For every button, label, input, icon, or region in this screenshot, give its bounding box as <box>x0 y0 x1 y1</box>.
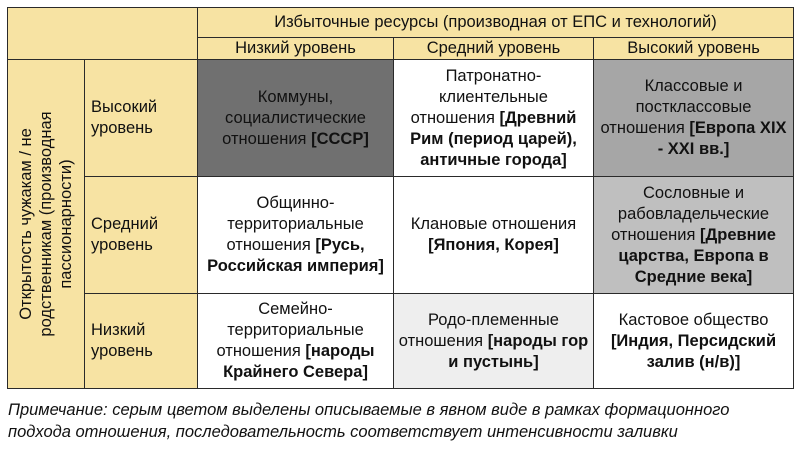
cell-mid-high: Сословные и рабовладельческие отношения [Древние царства, Европа в Средние века] <box>594 177 794 294</box>
cell-low-mid: Родо-племенные отношения [народы гор и пустынь] <box>394 294 594 389</box>
row-header-high: Высокий уровень <box>85 60 198 177</box>
row-header-mid: Средний уровень <box>85 177 198 294</box>
cell-high-high: Классовые и постклассовые отношения [Европа XIX - XXI вв.] <box>594 60 794 177</box>
column-header-mid: Средний уровень <box>394 38 594 60</box>
side-axis-label-cell <box>8 60 85 389</box>
row-header-low: Низкий уровень <box>85 294 198 389</box>
table-row-mid <box>8 177 794 294</box>
footnote: Примечание: серым цветом выделены описываемые в явном виде в рамках формационного подхода отношения, последовательность соответствует интенсивности заливки <box>8 401 730 441</box>
header-title: Избыточные ресурсы (производная от ЕПС и технологий) <box>198 8 794 38</box>
corner-cell <box>8 8 198 60</box>
column-header-low: Низкий уровень <box>198 38 394 60</box>
side-axis-label: Открытость чужакам / не родственникам (производная пассионарности) <box>17 111 75 337</box>
relations-matrix-table <box>7 7 794 389</box>
cell-mid-low: Общинно-территориальные отношения [Русь, Российская империя] <box>198 177 394 294</box>
table-row-low <box>8 294 794 389</box>
column-header-high: Высокий уровень <box>594 38 794 60</box>
cell-low-high: Кастовое общество [Индия, Персидский залив (н/в)] <box>594 294 794 389</box>
cell-high-low: Коммуны, социалистические отношения [СССР] <box>198 60 394 177</box>
table-row-high <box>8 60 794 177</box>
header-row-title <box>8 8 794 38</box>
cell-high-mid: Патронатно-клиентельные отношения [Древний Рим (период царей), античные города] <box>394 60 594 177</box>
cell-mid-mid: Клановые отношения [Япония, Корея] <box>394 177 594 294</box>
cell-low-low: Семейно-территориальные отношения [народы Крайнего Севера] <box>198 294 394 389</box>
